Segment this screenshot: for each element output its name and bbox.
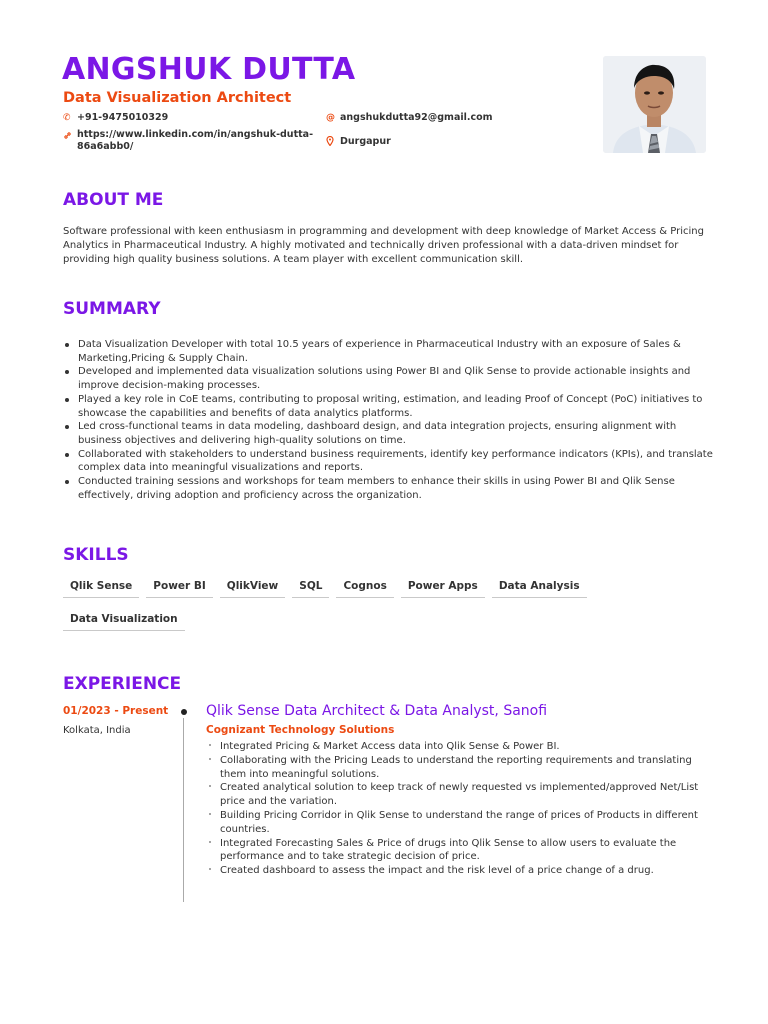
linkedin-url[interactable]: https://www.linkedin.com/in/angshuk-dutta-86a6abb0/ — [77, 129, 314, 152]
skills-heading: SKILLS — [63, 545, 129, 565]
skill-tag: Power Apps — [401, 577, 485, 598]
skill-tag: Cognos — [336, 577, 393, 598]
about-text: Software professional with keen enthusiasm in programming and development with deep knowledge of Market Access & Pricing Analytics in Pharmaceutical Industry. A highly motivated and technically driven professional with a data-driven mindset for providing high quality business solutions. A team player with excellent communication skill. — [63, 226, 704, 265]
about-heading: ABOUT ME — [63, 190, 164, 210]
timeline-line — [183, 718, 184, 902]
candidate-name: ANGSHUK DUTTA — [62, 52, 356, 87]
job-role: Data Visualization Architect — [63, 90, 292, 106]
skill-tag: Qlik Sense — [63, 577, 139, 598]
contact-linkedin[interactable] — [63, 129, 313, 153]
link-icon — [63, 129, 75, 144]
summary-item: Data Visualization Developer with total 10.5 years of experience in Pharmaceutical Industry with an exposure of Sales & Marketing,Pricing & Supply Chain. — [63, 338, 713, 365]
job-company: Cognizant Technology Solutions — [206, 724, 395, 736]
summary-item: Developed and implemented data visualization solutions using Power BI and Qlik Sense to provide actionable insights and improve decision-making processes. — [63, 365, 713, 392]
skill-tag: Power BI — [146, 577, 212, 598]
contact-email[interactable] — [326, 112, 493, 124]
summary-heading: SUMMARY — [63, 299, 161, 319]
timeline-dot — [181, 709, 187, 715]
job-bullet: Created analytical solution to keep track of newly requested vs implemented/approved Net/List price and the variation. — [206, 781, 706, 809]
summary-item: Collaborated with stakeholders to understand business requirements, identify key performance indicators (KPIs), and translate complex data into meaningful visualizations and reports. — [63, 448, 713, 475]
job-bullets — [206, 740, 706, 878]
summary-item: Led cross-functional teams in data modeling, dashboard design, and data integration projects, ensuring alignment with business objectives and delivering high-quality solutions on time. — [63, 420, 713, 447]
skill-tag: Data Analysis — [492, 577, 587, 598]
location-text: Durgapur — [340, 136, 391, 147]
job-bullet: Building Pricing Corridor in Qlik Sense to understand the range of prices of Products in different countries. — [206, 809, 706, 837]
skill-tag: SQL — [292, 577, 329, 598]
map-pin-icon — [326, 136, 338, 150]
summary-list — [63, 338, 713, 502]
summary-item: Played a key role in CoE teams, contributing to proposal writing, estimation, and leading Proof of Concept (PoC) initiatives to showcase the capabilities and benefits of data analytics platforms. — [63, 393, 713, 420]
skill-tag: Data Visualization — [63, 610, 185, 631]
profile-photo — [603, 56, 706, 153]
summary-item: Conducted training sessions and workshops for team members to enhance their skills in using Power BI and Qlik Sense effectively, driving adoption and proficiency across the organization. — [63, 475, 713, 502]
email-address[interactable]: angshukdutta92@gmail.com — [340, 112, 493, 123]
job-title: Qlik Sense Data Architect & Data Analyst, Sanofi — [206, 703, 548, 719]
phone-number: +91-9475010329 — [77, 112, 169, 123]
job-bullet: Integrated Forecasting Sales & Price of drugs into Qlik Sense to allow users to evaluate the performance and to take strategic decision of price. — [206, 837, 706, 865]
skill-tag: QlikView — [220, 577, 285, 598]
experience-heading: EXPERIENCE — [63, 674, 182, 694]
job-bullet: Integrated Pricing & Market Access data into Qlik Sense & Power BI. — [206, 740, 706, 754]
skills-list — [63, 577, 623, 631]
at-icon: @ — [326, 113, 335, 123]
job-bullet: Collaborating with the Pricing Leads to understand the reporting requirements and translating them into meaningful solutions. — [206, 754, 706, 782]
job-location: Kolkata, India — [63, 725, 131, 736]
contact-location — [326, 136, 391, 150]
job-dates: 01/2023 - Present — [63, 705, 169, 717]
job-bullet: Created dashboard to assess the impact and the risk level of a price change of a drug. — [206, 864, 706, 878]
phone-icon: ✆ — [63, 113, 71, 123]
contact-phone — [63, 112, 168, 124]
